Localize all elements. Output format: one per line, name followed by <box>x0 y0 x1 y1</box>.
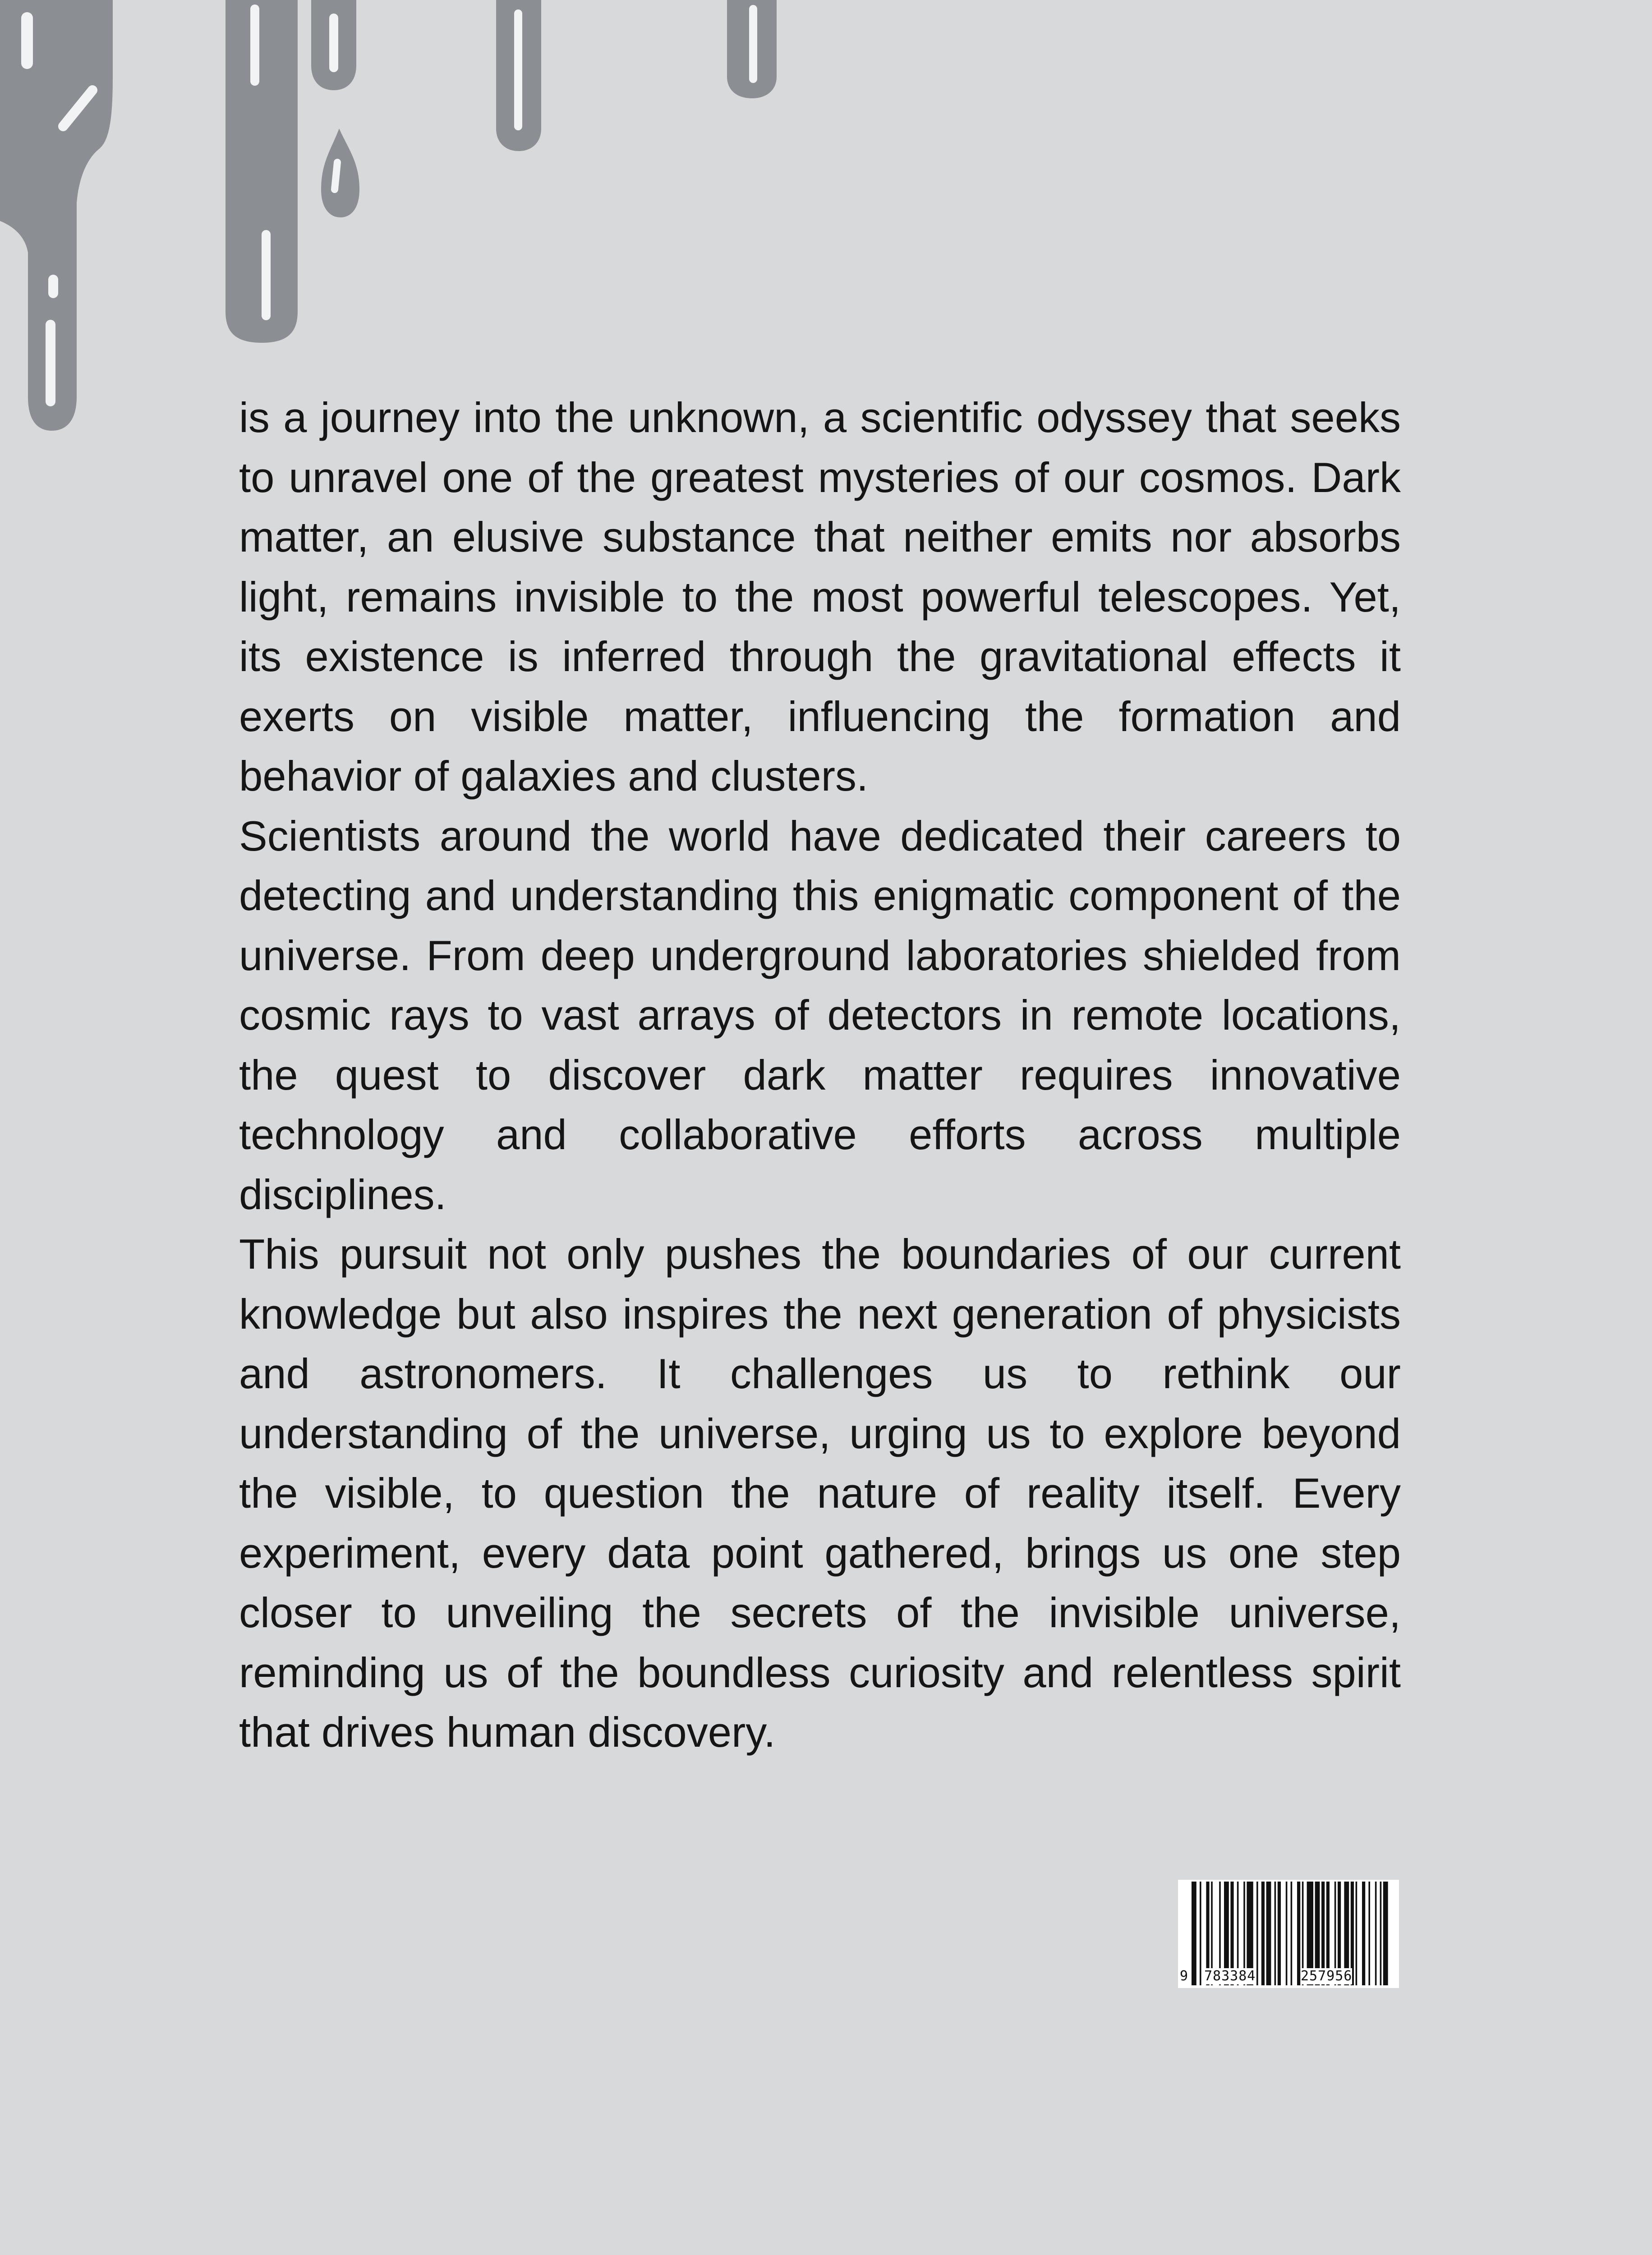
barcode-digits-group-2: 257956 <box>1301 1968 1353 1984</box>
barcode-bar <box>1375 1882 1377 1985</box>
barcode-bar <box>1278 1882 1281 1985</box>
isbn-barcode <box>1178 1880 1399 1988</box>
barcode-bar <box>1362 1882 1365 1985</box>
blurb-paragraph-3: This pursuit not only pushes the boundaries of our current knowledge but also inspires the next generation of physicists and astronomers. It challenges us to rethink our understanding of the universe, urging us to explore beyond the visible, to question the nature of reality itself. Every experiment, every data point gathered, brings us one step closer to unveiling the secrets of the invisible universe, reminding us of the boundless curiosity and relentless spirit that drives human discovery. <box>239 1230 1401 1756</box>
back-cover-blurb <box>239 388 1401 1763</box>
barcode-digits-group-1: 783384 <box>1204 1968 1256 1984</box>
barcode-prefix-digit: 9 <box>1180 1968 1189 1984</box>
barcode-bar <box>1256 1882 1258 1985</box>
barcode-bar <box>1291 1882 1293 1985</box>
drip-droplet <box>321 129 359 217</box>
barcode-bar <box>1383 1882 1388 1985</box>
paint-drip-decoration <box>0 0 812 451</box>
drip-shapes <box>0 0 777 431</box>
barcode-bar <box>1192 1882 1196 1985</box>
barcode-bar <box>1275 1882 1276 1985</box>
barcode-bar <box>1297 1882 1300 1985</box>
barcode-bar <box>1261 1882 1265 1985</box>
blurb-paragraph-2: Scientists around the world have dedicated their careers to detecting and understanding this enigmatic component of the universe. From deep underground laboratories shielded from cosmic rays to vast arrays of detectors in remote locations, the quest to discover dark matter requires innovative technology and collaborative efforts across multiple disciplines. <box>239 812 1401 1218</box>
barcode-bar <box>1266 1882 1271 1985</box>
barcode-bar <box>1368 1882 1370 1985</box>
drip-shape-left <box>0 0 113 431</box>
barcode-bar <box>1380 1882 1382 1985</box>
barcode-bar <box>1286 1882 1288 1985</box>
blurb-paragraph-1: is a journey into the unknown, a scientific odyssey that seeks to unravel one of the greatest mysteries of our cosmos. Dark matter, an elusive substance that neither emits nor absorbs light, remains invisible to the most powerful telescopes. Yet, its existence is inferred through the gravitational effects it exerts on visible matter, influencing the formation and behavior of galaxies and clusters. <box>239 394 1401 800</box>
drip-highlights <box>27 9 753 401</box>
barcode-bar <box>1200 1882 1201 1985</box>
barcode-bar <box>1356 1882 1357 1985</box>
